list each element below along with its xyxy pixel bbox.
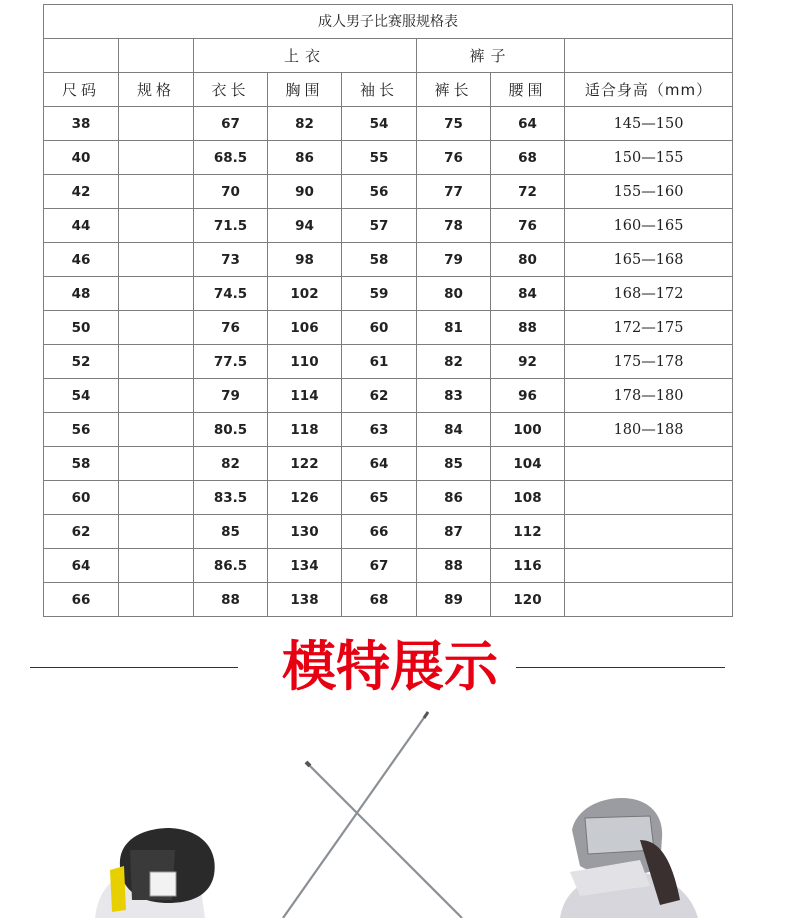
cell-size: 46 — [44, 243, 119, 277]
cell-length: 68.5 — [194, 141, 268, 175]
cell-chest: 138 — [268, 583, 342, 617]
cell-chest: 134 — [268, 549, 342, 583]
cell-sleeve: 64 — [342, 447, 417, 481]
cell-sleeve: 60 — [342, 311, 417, 345]
cell-pant-length: 75 — [417, 107, 491, 141]
header-pant-length: 裤长 — [417, 73, 491, 107]
table-row — [44, 345, 733, 379]
cell-waist: 84 — [491, 277, 565, 311]
cell-sleeve: 63 — [342, 413, 417, 447]
table-row — [44, 277, 733, 311]
cell-spec — [119, 345, 194, 379]
cell-height: 150—155 — [565, 141, 733, 175]
cell-height — [565, 515, 733, 549]
cell-spec — [119, 481, 194, 515]
cell-pant-length: 77 — [417, 175, 491, 209]
cell-spec — [119, 209, 194, 243]
cell-waist: 72 — [491, 175, 565, 209]
cell-length: 73 — [194, 243, 268, 277]
cell-waist: 96 — [491, 379, 565, 413]
cell-length: 85 — [194, 515, 268, 549]
right-divider — [516, 667, 725, 668]
cell-length: 82 — [194, 447, 268, 481]
cell-chest: 98 — [268, 243, 342, 277]
cell-spec — [119, 515, 194, 549]
cell-size: 62 — [44, 515, 119, 549]
cell-pant-length: 76 — [417, 141, 491, 175]
cell-chest: 114 — [268, 379, 342, 413]
cell-sleeve: 66 — [342, 515, 417, 549]
table-row — [44, 583, 733, 617]
cell-height: 178—180 — [565, 379, 733, 413]
header-sleeve: 袖长 — [342, 73, 417, 107]
cell-pant-length: 78 — [417, 209, 491, 243]
cell-chest: 90 — [268, 175, 342, 209]
cell-chest: 110 — [268, 345, 342, 379]
table-row — [44, 107, 733, 141]
cell-chest: 130 — [268, 515, 342, 549]
empty-cell — [44, 39, 119, 73]
table-row — [44, 481, 733, 515]
cell-height — [565, 583, 733, 617]
cell-length: 71.5 — [194, 209, 268, 243]
group-top: 上衣 — [194, 39, 417, 73]
table-row — [44, 209, 733, 243]
header-length: 衣长 — [194, 73, 268, 107]
table-title: 成人男子比赛服规格表 — [44, 5, 733, 39]
cell-size: 60 — [44, 481, 119, 515]
cell-length: 74.5 — [194, 277, 268, 311]
cell-waist: 116 — [491, 549, 565, 583]
cell-waist: 76 — [491, 209, 565, 243]
section-title: 模特展示 — [282, 635, 498, 698]
table-row — [44, 311, 733, 345]
cell-pant-length: 82 — [417, 345, 491, 379]
table-row — [44, 549, 733, 583]
cell-spec — [119, 549, 194, 583]
cell-sleeve: 59 — [342, 277, 417, 311]
cell-sleeve: 57 — [342, 209, 417, 243]
cell-spec — [119, 107, 194, 141]
cell-size: 54 — [44, 379, 119, 413]
cell-size: 48 — [44, 277, 119, 311]
cell-spec — [119, 583, 194, 617]
cell-height — [565, 447, 733, 481]
cell-height: 160—165 — [565, 209, 733, 243]
cell-pant-length: 80 — [417, 277, 491, 311]
cell-pant-length: 84 — [417, 413, 491, 447]
cell-length: 80.5 — [194, 413, 268, 447]
cell-length: 76 — [194, 311, 268, 345]
table-row — [44, 379, 733, 413]
cell-waist: 104 — [491, 447, 565, 481]
cell-size: 44 — [44, 209, 119, 243]
header-waist: 腰围 — [491, 73, 565, 107]
cell-length: 86.5 — [194, 549, 268, 583]
cell-chest: 106 — [268, 311, 342, 345]
cell-length: 77.5 — [194, 345, 268, 379]
cell-chest: 94 — [268, 209, 342, 243]
table-row — [44, 413, 733, 447]
cell-height: 165—168 — [565, 243, 733, 277]
cell-height: 172—175 — [565, 311, 733, 345]
header-chest: 胸围 — [268, 73, 342, 107]
cell-waist: 120 — [491, 583, 565, 617]
cell-waist: 92 — [491, 345, 565, 379]
cell-pant-length: 89 — [417, 583, 491, 617]
empty-cell — [119, 39, 194, 73]
cell-sleeve: 68 — [342, 583, 417, 617]
table-row — [44, 243, 733, 277]
cell-waist: 100 — [491, 413, 565, 447]
cell-sleeve: 55 — [342, 141, 417, 175]
cell-size: 42 — [44, 175, 119, 209]
cell-waist: 108 — [491, 481, 565, 515]
cell-height: 155—160 — [565, 175, 733, 209]
cell-sleeve: 65 — [342, 481, 417, 515]
cell-size: 58 — [44, 447, 119, 481]
table-row — [44, 175, 733, 209]
cell-spec — [119, 413, 194, 447]
group-pants: 裤子 — [417, 39, 565, 73]
cell-spec — [119, 141, 194, 175]
cell-waist: 64 — [491, 107, 565, 141]
cell-chest: 126 — [268, 481, 342, 515]
table-row — [44, 141, 733, 175]
cell-chest: 122 — [268, 447, 342, 481]
cell-size: 64 — [44, 549, 119, 583]
cell-spec — [119, 277, 194, 311]
cell-length: 67 — [194, 107, 268, 141]
cell-pant-length: 81 — [417, 311, 491, 345]
table-row — [44, 515, 733, 549]
cell-size: 40 — [44, 141, 119, 175]
cell-pant-length: 88 — [417, 549, 491, 583]
cell-waist: 80 — [491, 243, 565, 277]
cell-chest: 118 — [268, 413, 342, 447]
cell-pant-length: 87 — [417, 515, 491, 549]
cell-size: 50 — [44, 311, 119, 345]
header-spec: 规格 — [119, 73, 194, 107]
cell-waist: 68 — [491, 141, 565, 175]
cell-height — [565, 549, 733, 583]
cell-spec — [119, 243, 194, 277]
cell-pant-length: 83 — [417, 379, 491, 413]
cell-length: 79 — [194, 379, 268, 413]
cell-pant-length: 85 — [417, 447, 491, 481]
cell-size: 66 — [44, 583, 119, 617]
cell-waist: 88 — [491, 311, 565, 345]
cell-sleeve: 62 — [342, 379, 417, 413]
size-spec-table — [43, 4, 733, 617]
cell-sleeve: 61 — [342, 345, 417, 379]
cell-pant-length: 79 — [417, 243, 491, 277]
right-fencer — [560, 798, 698, 918]
cell-sleeve: 56 — [342, 175, 417, 209]
cell-size: 52 — [44, 345, 119, 379]
cell-length: 70 — [194, 175, 268, 209]
cell-length: 83.5 — [194, 481, 268, 515]
cell-chest: 102 — [268, 277, 342, 311]
header-height: 适合身高（mm） — [565, 73, 733, 107]
cell-length: 88 — [194, 583, 268, 617]
fencing-blades — [283, 712, 462, 918]
cell-waist: 112 — [491, 515, 565, 549]
table-row — [44, 447, 733, 481]
cell-height: 180—188 — [565, 413, 733, 447]
cell-size: 38 — [44, 107, 119, 141]
cell-spec — [119, 379, 194, 413]
cell-chest: 82 — [268, 107, 342, 141]
cell-sleeve: 58 — [342, 243, 417, 277]
cell-height: 175—178 — [565, 345, 733, 379]
cell-pant-length: 86 — [417, 481, 491, 515]
model-photo — [0, 700, 790, 918]
cell-height: 168—172 — [565, 277, 733, 311]
cell-sleeve: 54 — [342, 107, 417, 141]
cell-spec — [119, 447, 194, 481]
cell-sleeve: 67 — [342, 549, 417, 583]
left-fencer — [95, 828, 215, 918]
cell-size: 56 — [44, 413, 119, 447]
cell-height: 145—150 — [565, 107, 733, 141]
cell-spec — [119, 175, 194, 209]
header-size: 尺码 — [44, 73, 119, 107]
cell-height — [565, 481, 733, 515]
cell-chest: 86 — [268, 141, 342, 175]
cell-spec — [119, 311, 194, 345]
empty-cell — [565, 39, 733, 73]
left-divider — [30, 667, 238, 668]
